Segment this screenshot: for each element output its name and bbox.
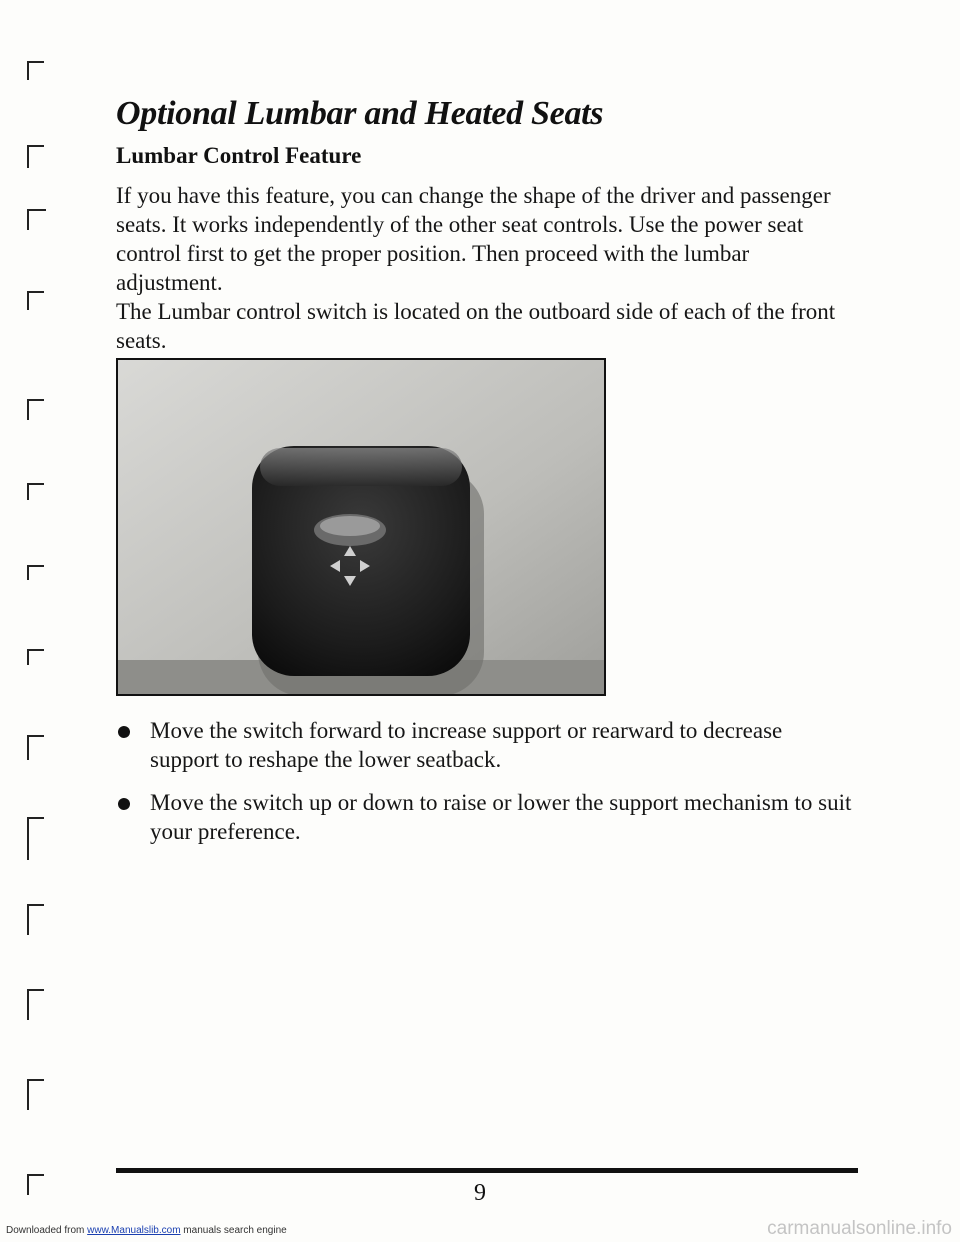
instruction-list [116,716,856,860]
banner-suffix: manuals search engine [180,1225,287,1236]
download-banner [6,1225,287,1236]
intro-paragraph: If you have this feature, you can change the shape of the driver and passenger seats. It works independently of the other seat controls. Use the power seat control first to get the proper position. Then proceed with the lumbar adjustment. [116,183,831,295]
bullet-icon [118,798,130,810]
bullet-icon [118,726,130,738]
list-item [116,716,856,774]
section-heading: Lumbar Control Feature [116,143,362,168]
lumbar-switch-photo [116,358,606,696]
bullet-text: Move the switch up or down to raise or lower the support mechanism to suit your preference. [150,790,852,844]
scan-edge-marks [0,0,80,1242]
lumbar-switch-illustration [118,360,604,694]
footer-rule [116,1168,858,1173]
banner-prefix: Downloaded from [6,1225,88,1236]
page-title: Optional Lumbar and Heated Seats [116,95,604,132]
location-paragraph: The Lumbar control switch is located on the outboard side of each of the front seats. [116,299,836,353]
list-item [116,788,856,846]
bullet-text: Move the switch forward to increase support or rearward to decrease support to reshape the lower seatback. [150,718,783,772]
page-number: 9 [474,1180,486,1206]
manualslib-link[interactable]: www.Manualslib.com [87,1225,181,1236]
watermark: carmanualsonline.info [767,1218,952,1239]
